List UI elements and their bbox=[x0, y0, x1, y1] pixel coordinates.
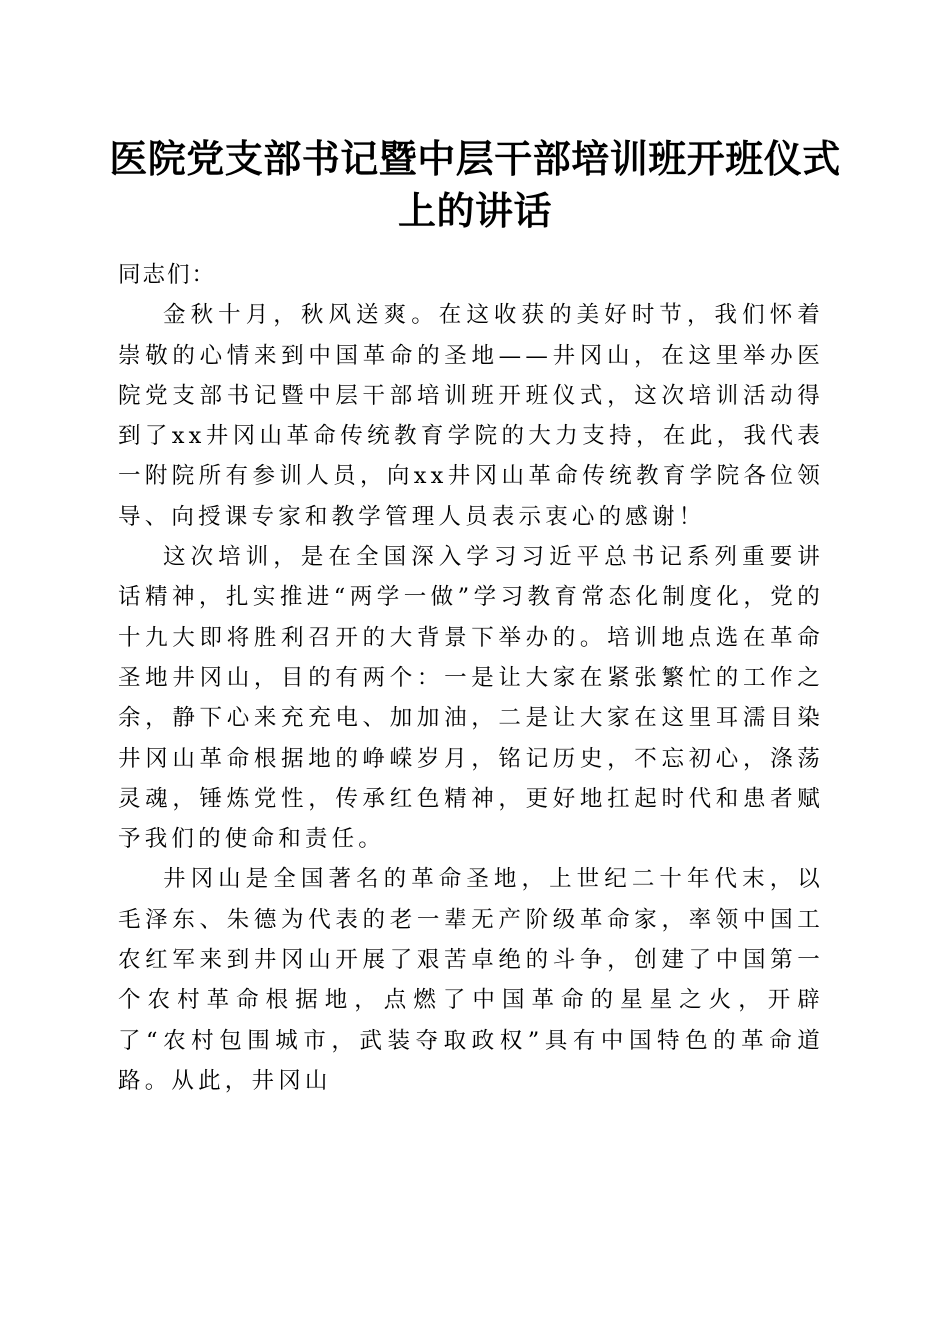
document-body bbox=[118, 255, 824, 1101]
paragraph-1: 金秋十月，秋风送爽。在这收获的美好时节，我们怀着崇敬的心情来到中国革命的圣地——井冈山，在这里举办医院党支部书记暨中层干部培训班开班仪式，这次培训活动得到了xx井冈山革命传统教育学院的大力支持，在此，我代表一附院所有参训人员，向xx井冈山革命传统教育学院各位领导、向授课专家和教学管理人员表示衷心的感谢！ bbox=[118, 302, 824, 530]
greeting: 同志们： bbox=[118, 262, 217, 288]
paragraph-3: 井冈山是全国著名的革命圣地，上世纪二十年代末，以毛泽东、朱德为代表的老一辈无产阶级革命家，率领中国工农红军来到井冈山开展了艰苦卓绝的斗争，创建了中国第一个农村革命根据地，点燃了中国革命的星星之火，开辟了“农村包围城市，武装夺取政权”具有中国特色的革命道路。从此，井冈山 bbox=[118, 866, 824, 1094]
paragraph-2: 这次培训，是在全国深入学习习近平总书记系列重要讲话精神，扎实推进“两学一做”学习教育常态化制度化，党的十九大即将胜利召开的大背景下举办的。培训地点选在革命圣地井冈山，目的有两个：一是让大家在紧张繁忙的工作之余，静下心来充充电、加加油，二是让大家在这里耳濡目染井冈山革命根据地的峥嵘岁月，铭记历史，不忘初心，涤荡灵魂，锤炼党性，传承红色精神，更好地扛起时代和患者赋予我们的使命和责任。 bbox=[118, 544, 824, 853]
document-title: 医院党支部书记暨中层干部培训班开班仪式上的讲话 bbox=[109, 136, 841, 233]
